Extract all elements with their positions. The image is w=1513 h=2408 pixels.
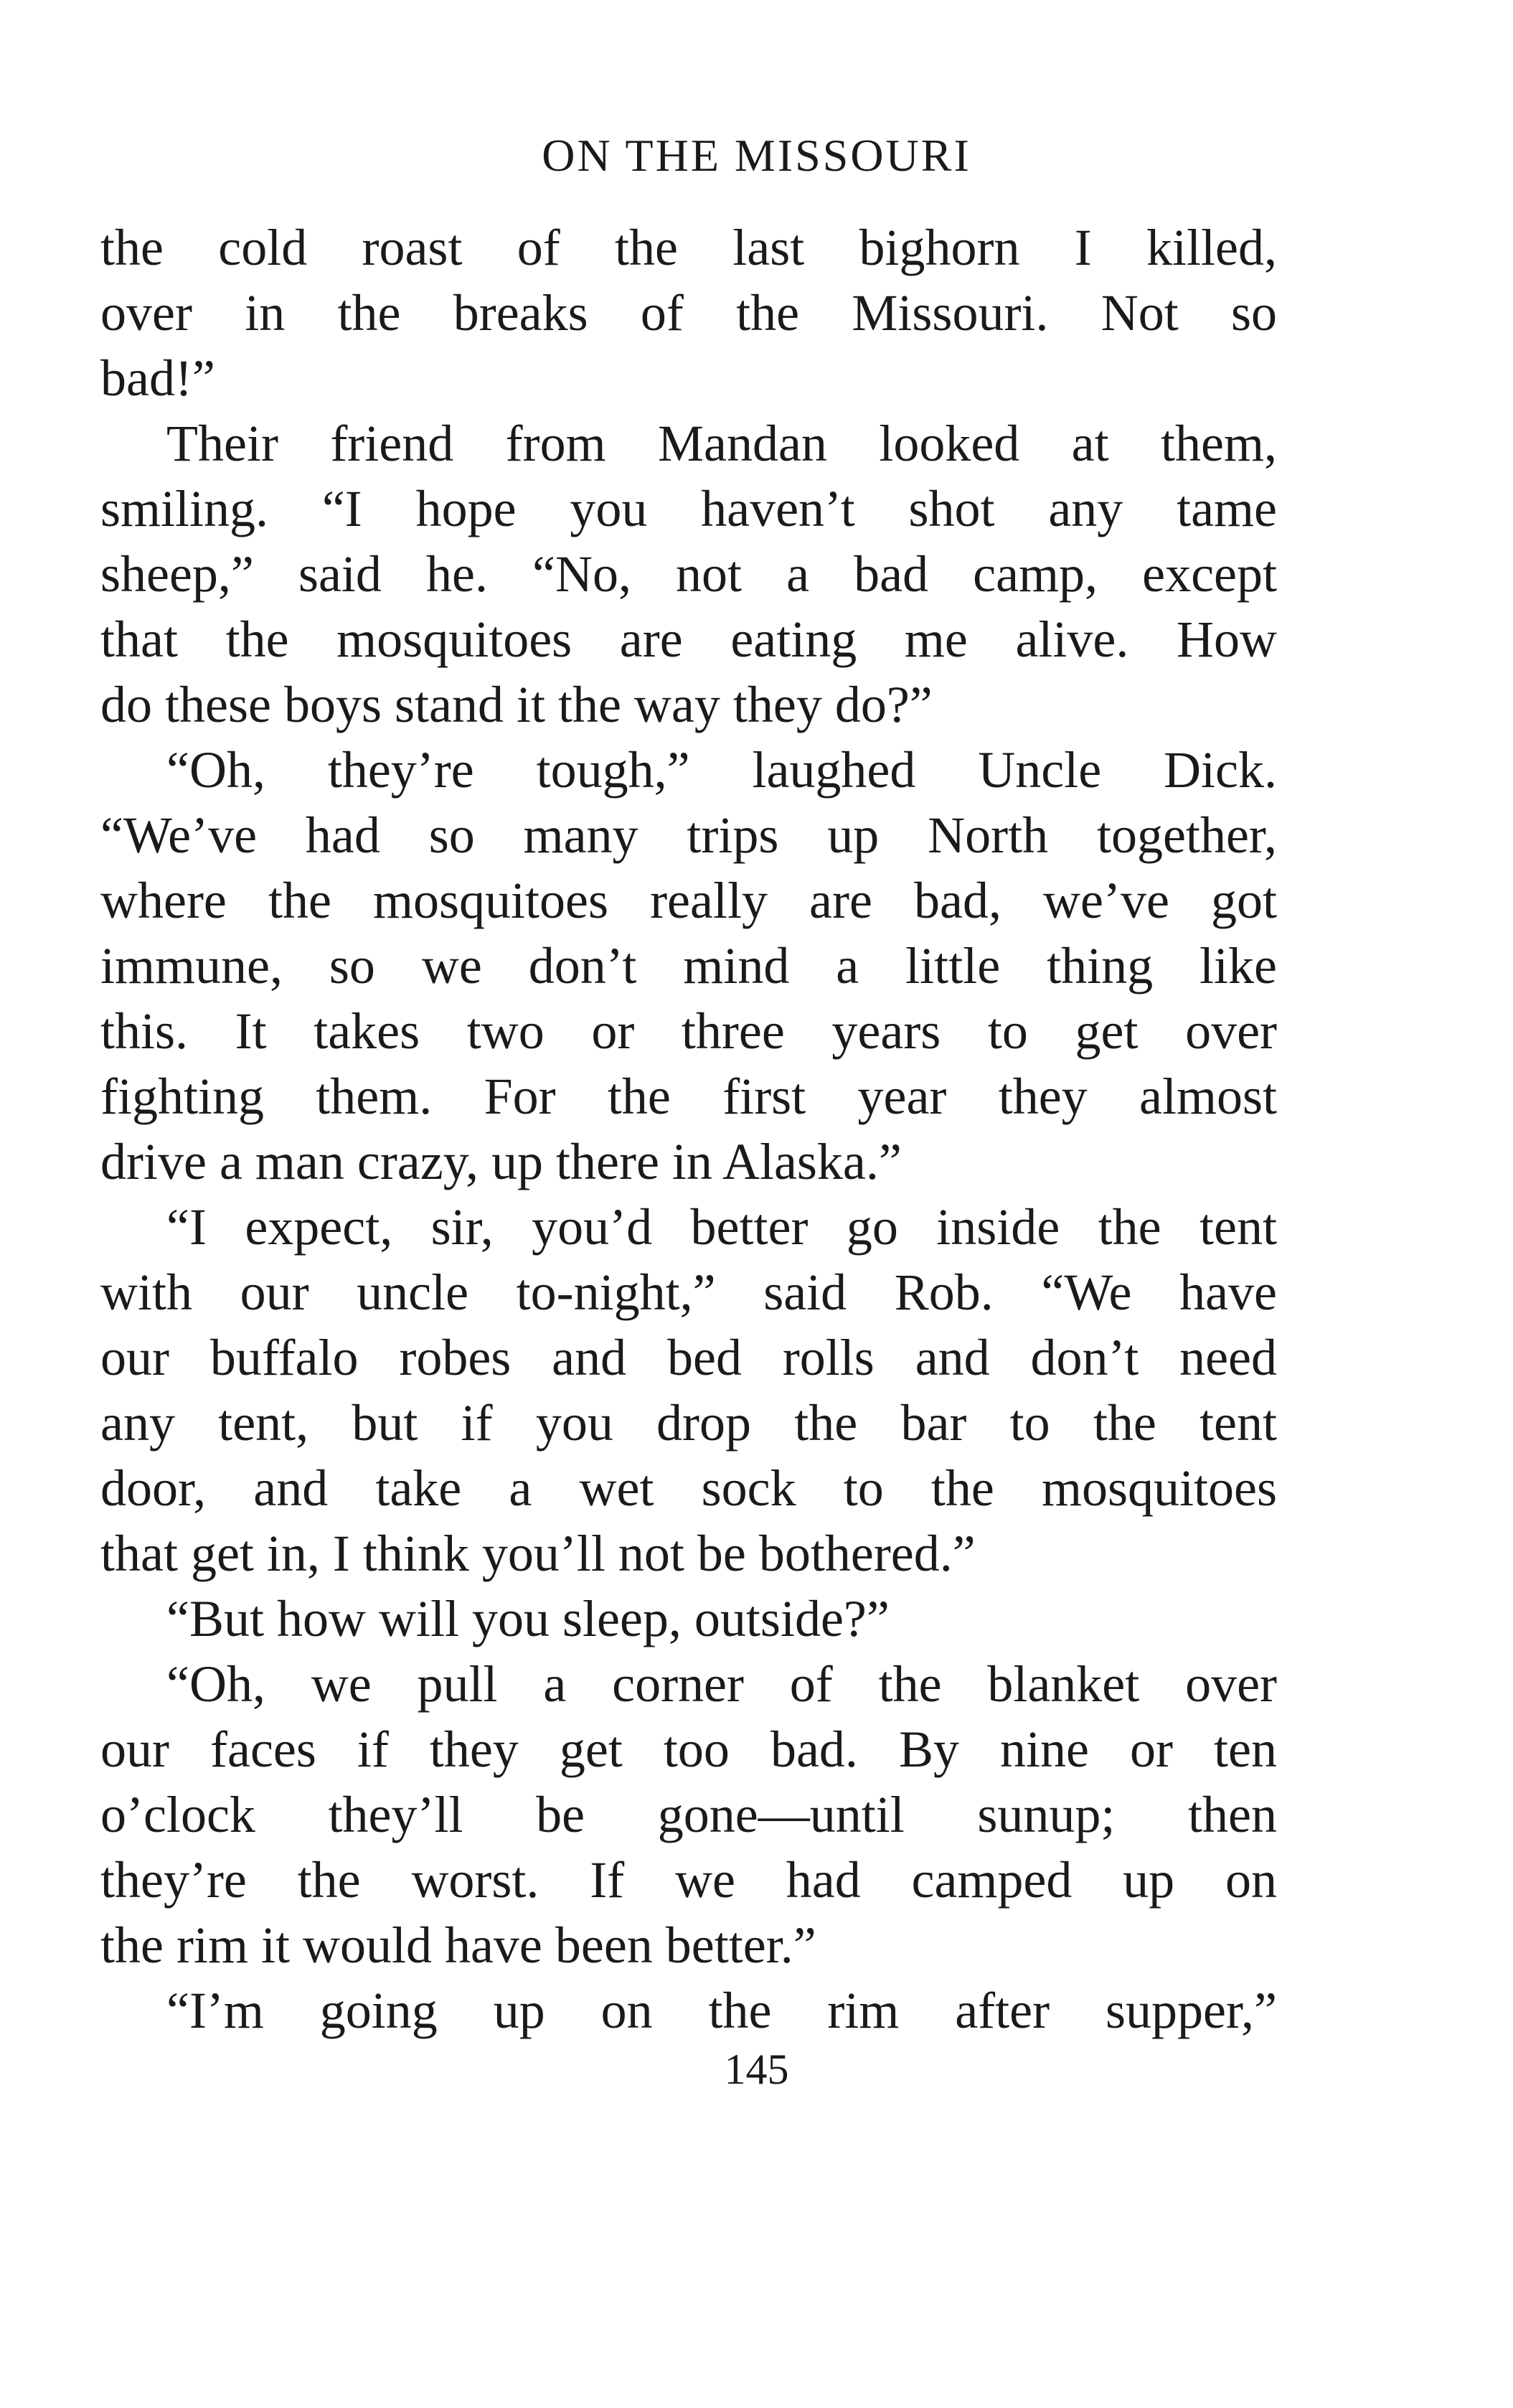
text-line: o’clock they’ll be gone—until sunup; then (100, 1786, 1277, 1843)
text-line: “Oh, we pull a corner of the blanket over (166, 1655, 1277, 1713)
page-number: 145 (724, 2046, 789, 2093)
text-line: “Oh, they’re tough,” laughed Uncle Dick. (166, 741, 1277, 799)
text-line: they’re the worst. If we had camped up on (100, 1851, 1277, 1909)
text-line: sheep,” said he. “No, not a bad camp, except (100, 545, 1277, 603)
text-line: that get in, I think you’ll not be bothered.” (100, 1525, 976, 1582)
text-line: do these boys stand it the way they do?” (100, 676, 933, 733)
text-line: our buffalo robes and bed rolls and don’t need (100, 1329, 1277, 1386)
text-line: “I’m going up on the rim after supper,” (166, 1982, 1277, 2039)
running-head: ON THE MISSOURI (542, 130, 971, 181)
text-line: with our uncle to-night,” said Rob. “We have (100, 1264, 1277, 1321)
text-line: immune, so we don’t mind a little thing like (100, 937, 1277, 994)
text-line: door, and take a wet sock to the mosquitoes (100, 1459, 1277, 1517)
text-line: smiling. “I hope you haven’t shot any tame (100, 480, 1277, 537)
text-line: bad!” (100, 349, 215, 407)
text-line: any tent, but if you drop the bar to the tent (100, 1394, 1277, 1452)
text-line: that the mosquitoes are eating me alive. How (100, 611, 1277, 668)
text-line: “But how will you sleep, outside?” (166, 1590, 890, 1647)
text-line: “We’ve had so many trips up North together, (100, 806, 1277, 864)
text-line: drive a man crazy, up there in Alaska.” (100, 1133, 902, 1190)
text-line: where the mosquitoes really are bad, we’ve got (100, 872, 1277, 929)
text-line: Their friend from Mandan looked at them, (166, 415, 1277, 472)
text-line: over in the breaks of the Missouri. Not so (100, 284, 1277, 342)
text-line: this. It takes two or three years to get over (100, 1002, 1277, 1060)
body-text (100, 215, 1277, 2043)
text-line: the rim it would have been better.” (100, 1916, 816, 1974)
text-line: fighting them. For the first year they almost (100, 1068, 1277, 1125)
text-line: “I expect, sir, you’d better go inside the tent (166, 1198, 1277, 1256)
text-line: our faces if they get too bad. By nine or ten (100, 1721, 1277, 1778)
text-line: the cold roast of the last bighorn I killed, (100, 219, 1277, 276)
